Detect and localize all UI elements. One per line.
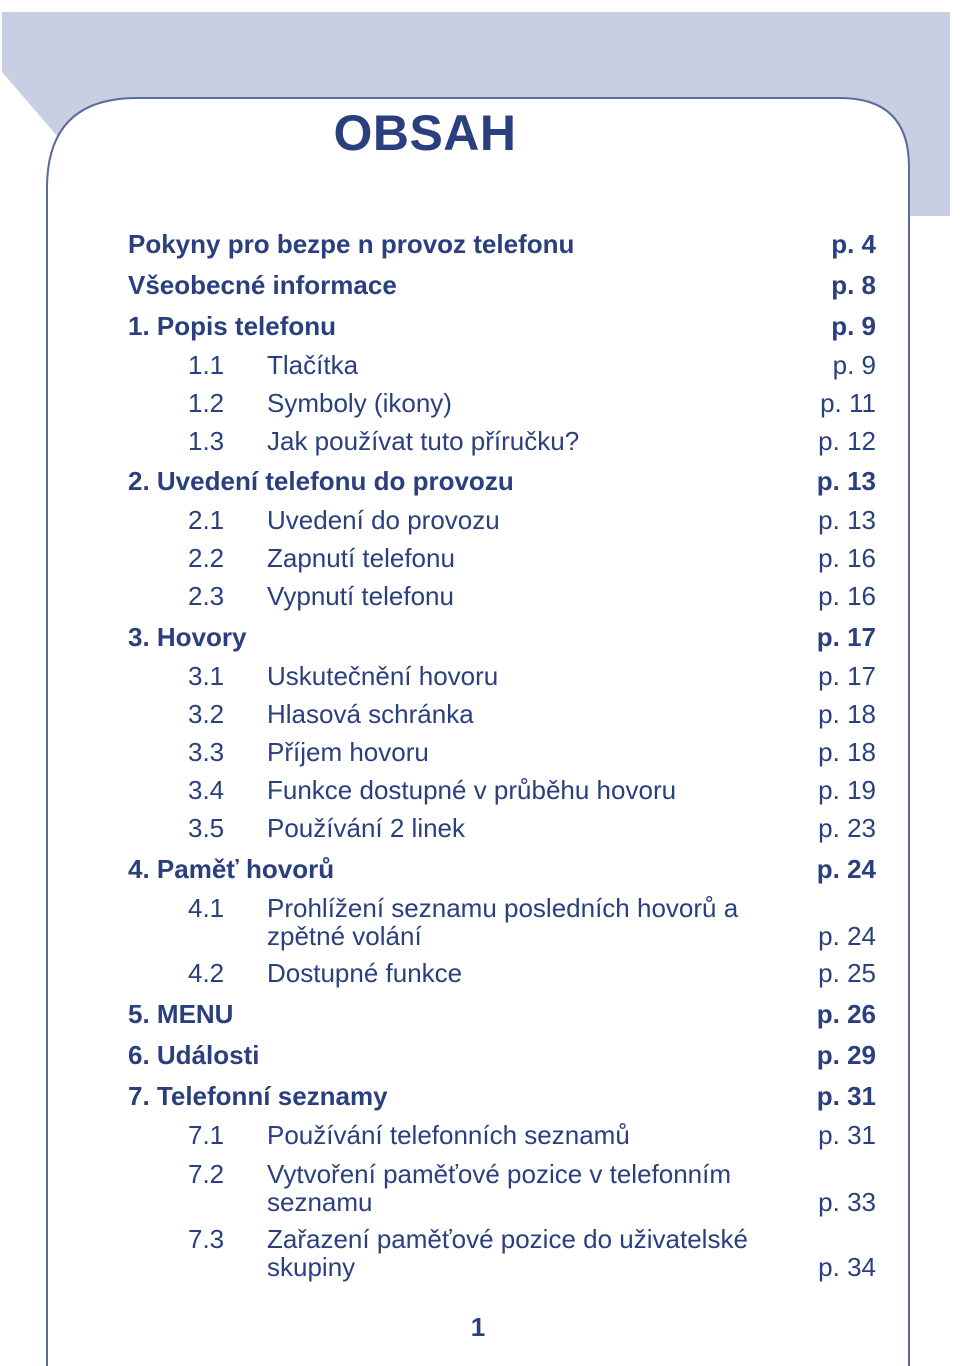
toc-section-row[interactable]: [0, 579, 960, 613]
toc-chapter-row[interactable]: [0, 309, 960, 343]
toc-section-number: 3.4: [188, 775, 225, 805]
toc-page-ref: p. 16: [818, 543, 876, 573]
toc-page-ref: p. 8: [831, 270, 876, 300]
toc-page-ref: p. 13: [818, 505, 876, 535]
toc-section-row[interactable]: [0, 773, 960, 807]
toc-section-number: 2.2: [188, 543, 225, 573]
toc-section-number: 1.1: [188, 350, 225, 380]
toc-section-row[interactable]: [0, 811, 960, 845]
toc-page-ref: p. 25: [818, 958, 876, 988]
toc-chapter-row[interactable]: [0, 852, 960, 886]
toc-section-number: 7.1: [188, 1120, 225, 1150]
toc-chapter-row[interactable]: [0, 227, 960, 261]
toc-entry-title: 6. Události: [128, 1040, 260, 1070]
toc-section-number: 3.5: [188, 813, 225, 843]
toc-section-number: 3.1: [188, 661, 225, 691]
toc-entry-title: 7. Telefonní seznamy: [128, 1081, 388, 1111]
toc-page-ref: p. 34: [818, 1252, 876, 1282]
toc-page-ref: p. 17: [818, 661, 876, 691]
toc-section-row[interactable]: [0, 541, 960, 575]
toc-page-ref: p. 17: [816, 622, 876, 652]
toc-section-number: 1.3: [188, 426, 225, 456]
toc-chapter-row[interactable]: [0, 997, 960, 1031]
toc-entry-title: Vypnutí telefonu: [267, 581, 454, 611]
toc-chapter-row[interactable]: [0, 464, 960, 498]
toc-section-row[interactable]: [0, 348, 960, 382]
toc-entry-title: Používání 2 linek: [267, 813, 466, 843]
toc-page-ref: p. 18: [818, 699, 876, 729]
toc-page-ref: p. 24: [818, 921, 876, 951]
toc-section-row[interactable]: [0, 956, 960, 990]
toc-chapter-row[interactable]: [0, 1079, 960, 1113]
toc-page-ref: p. 13: [816, 466, 876, 496]
toc-section-row[interactable]: [0, 386, 960, 420]
toc-page-ref: p. 16: [818, 581, 876, 611]
toc-page-ref: p. 4: [831, 229, 876, 259]
toc-entry-title: Příjem hovoru: [267, 737, 429, 767]
toc-page-ref: p. 31: [816, 1081, 876, 1111]
toc-page-ref: p. 31: [818, 1120, 876, 1150]
toc-chapter-row[interactable]: [0, 620, 960, 654]
toc-section-row[interactable]: [0, 503, 960, 537]
toc-entry-title: Tlačítka: [267, 350, 359, 380]
toc-section-row[interactable]: [0, 424, 960, 458]
toc-section-number: 7.3: [188, 1224, 225, 1254]
toc-entry-title: Všeobecné informace: [128, 270, 397, 300]
toc-page-ref: p. 23: [818, 813, 876, 843]
toc-entry-title: 1. Popis telefonu: [128, 311, 337, 341]
toc-page-ref: p. 11: [820, 388, 876, 418]
page-number: 1: [470, 1312, 486, 1342]
toc-section-row[interactable]: [0, 659, 960, 693]
toc-entry-title: Používání telefonních seznamů: [267, 1120, 630, 1150]
toc-page-ref: p. 18: [818, 737, 876, 767]
toc-section-number: 1.2: [188, 388, 225, 418]
toc-section-number: 7.2: [188, 1159, 225, 1189]
toc-section-row[interactable]: [0, 1157, 960, 1219]
toc-entry-title: Dostupné funkce: [267, 958, 463, 988]
toc-chapter-row[interactable]: [0, 1038, 960, 1072]
toc-entry-title: Zařazení paměťové pozice do uživatelské skupiny: [267, 1224, 748, 1282]
toc-section-number: 2.3: [188, 581, 225, 611]
toc-entry-title: Symboly (ikony): [267, 388, 452, 418]
toc-section-number: 3.3: [188, 737, 225, 767]
toc-section-number: 2.1: [188, 505, 225, 535]
toc-page-ref: p. 9: [832, 350, 876, 380]
toc-entry-title: Funkce dostupné v průběhu hovoru: [267, 775, 677, 805]
toc-page-ref: p. 12: [818, 426, 876, 456]
toc-chapter-row[interactable]: [0, 268, 960, 302]
toc-entry-title: Prohlížení seznamu posledních hovorů a zpětné volání: [267, 893, 739, 951]
toc-page-ref: p. 9: [831, 311, 876, 341]
toc-entry-title: 5. MENU: [128, 999, 234, 1029]
toc-page-ref: p. 19: [818, 775, 876, 805]
toc-entry-title: Uvedení do provozu: [267, 505, 500, 535]
toc-entry-title: 4. Paměť hovorů: [128, 854, 335, 884]
toc-entry-title: 2. Uvedení telefonu do provozu: [128, 466, 514, 496]
toc-page-ref: p. 24: [816, 854, 876, 884]
toc-section-number: 4.1: [188, 893, 225, 923]
toc-entry-title: Vytvoření paměťové pozice v telefonním seznamu: [267, 1159, 732, 1217]
toc-entry-title: Pokyny pro bezpe n provoz telefonu: [128, 229, 575, 259]
toc-page-ref: p. 26: [816, 999, 876, 1029]
page-title: OBSAH: [333, 105, 517, 161]
toc-section-row[interactable]: [0, 1118, 960, 1152]
toc-section-row[interactable]: [0, 697, 960, 731]
toc-section-number: 4.2: [188, 958, 225, 988]
toc-section-row[interactable]: [0, 1222, 960, 1284]
toc-section-row[interactable]: [0, 891, 960, 953]
toc-entry-title: Uskutečnění hovoru: [267, 661, 499, 691]
toc-entry-title: Zapnutí telefonu: [267, 543, 455, 573]
toc-entry-title: 3. Hovory: [128, 622, 247, 652]
toc-page-ref: p. 33: [818, 1187, 876, 1217]
toc-entry-title: Jak používat tuto příručku?: [267, 426, 580, 456]
toc-page-ref: p. 29: [816, 1040, 876, 1070]
toc-section-row[interactable]: [0, 735, 960, 769]
toc-section-number: 3.2: [188, 699, 225, 729]
toc-entry-title: Hlasová schránka: [267, 699, 474, 729]
